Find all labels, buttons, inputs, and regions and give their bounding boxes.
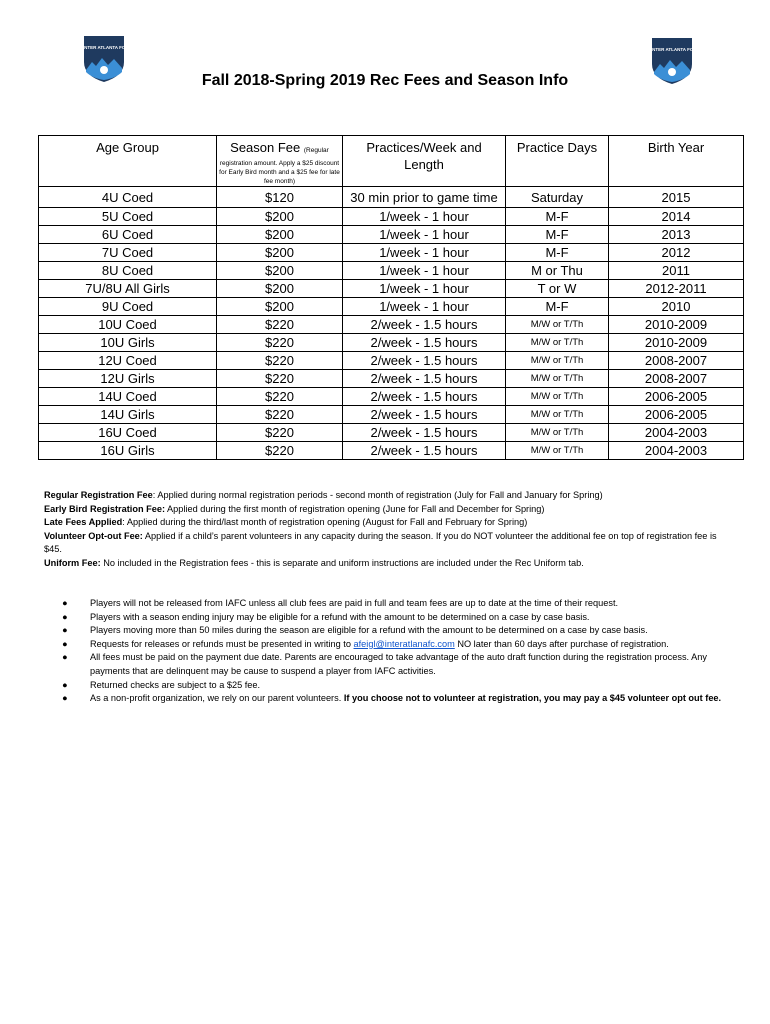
cell-season-fee: $220 (217, 388, 343, 406)
cell-practices: 2/week - 1.5 hours (343, 316, 506, 334)
bullet-icon: ● (62, 625, 68, 636)
cell-birth-year: 2012-2011 (609, 280, 744, 298)
list-item (62, 624, 722, 638)
definition-text: Applied during normal registration periods - second month of registration (July for Fall and January for Spring) (155, 490, 603, 500)
cell-practice-days: M or Thu (506, 262, 609, 280)
cell-season-fee: $200 (217, 226, 343, 244)
cell-age-group: 8U Coed (39, 262, 217, 280)
cell-practice-days: M/W or T/Th (506, 370, 609, 388)
table-row (39, 298, 744, 316)
cell-practice-days: M/W or T/Th (506, 406, 609, 424)
header-practices: Practices/Week and Length (343, 136, 506, 187)
cell-practice-days: M/W or T/Th (506, 334, 609, 352)
header-season-fee-note: registration amount. Apply a $25 discount for Early Bird month and a $25 fee for late fee month) (219, 160, 340, 185)
definition-text: Applied during the first month of registration opening (June for Fall and December for Spring) (165, 503, 545, 514)
policy-text: Returned checks are subject to a $25 fee. (90, 679, 261, 690)
policy-text: Requests for releases or refunds must be presented in writing to (90, 638, 354, 649)
list-item (62, 651, 722, 678)
table-row (39, 406, 744, 424)
cell-practice-days: M-F (506, 298, 609, 316)
cell-age-group: 16U Girls (39, 442, 217, 460)
cell-season-fee: $220 (217, 316, 343, 334)
policy-text: All fees must be paid on the payment due date. Parents are encouraged to take advantage of the auto draft function during the registration process. Any payments that are delinquent may be cause to suspend a player from IAFC activities. (90, 652, 707, 676)
cell-practice-days: Saturday (506, 187, 609, 208)
table-row (39, 370, 744, 388)
header-season-fee-label: Season Fee (230, 140, 301, 155)
cell-birth-year: 2004-2003 (609, 442, 744, 460)
definition-line (44, 530, 724, 557)
definition-term: Uniform Fee: (44, 557, 101, 568)
definition-text: Applied if a child’s parent volunteers in any capacity during the season. If you do NOT volunteer the additional fee on top of registration fee is $45. (44, 530, 717, 555)
cell-practice-days: M/W or T/Th (506, 388, 609, 406)
svg-text:INTER ATLANTA FC: INTER ATLANTA FC (650, 47, 694, 52)
table-row (39, 187, 744, 208)
cell-age-group: 14U Coed (39, 388, 217, 406)
cell-practice-days: M/W or T/Th (506, 424, 609, 442)
table-row (39, 208, 744, 226)
cell-practices: 2/week - 1.5 hours (343, 370, 506, 388)
cell-birth-year: 2008-2007 (609, 370, 744, 388)
cell-birth-year: 2006-2005 (609, 406, 744, 424)
bullet-icon: ● (62, 598, 68, 608)
list-item (62, 597, 722, 611)
list-item (62, 692, 722, 706)
cell-birth-year: 2015 (609, 187, 744, 208)
cell-birth-year: 2008-2007 (609, 352, 744, 370)
cell-age-group: 6U Coed (39, 226, 217, 244)
list-item (62, 638, 722, 652)
cell-birth-year: 2013 (609, 226, 744, 244)
table-row (39, 424, 744, 442)
cell-practice-days: T or W (506, 280, 609, 298)
bullet-icon: ● (62, 679, 68, 690)
cell-birth-year: 2011 (609, 262, 744, 280)
cell-practices: 1/week - 1 hour (343, 298, 506, 316)
table-row (39, 244, 744, 262)
definition-line (44, 489, 724, 503)
cell-season-fee: $120 (217, 187, 343, 208)
policy-text: Players with a season ending injury may be eligible for a refund with the amount to be determined on a case by case basis. (90, 611, 590, 622)
cell-practices: 1/week - 1 hour (343, 208, 506, 226)
cell-practices: 2/week - 1.5 hours (343, 424, 506, 442)
policy-text: NO later than 60 days after purchase of registration. (454, 638, 669, 649)
cell-season-fee: $220 (217, 406, 343, 424)
cell-practices: 1/week - 1 hour (343, 262, 506, 280)
cell-practice-days: M-F (506, 226, 609, 244)
definition-term: Volunteer Opt-out Fee: (44, 530, 143, 541)
cell-practice-days: M/W or T/Th (506, 352, 609, 370)
table-row (39, 316, 744, 334)
cell-season-fee: $220 (217, 424, 343, 442)
cell-age-group: 16U Coed (39, 424, 217, 442)
cell-age-group: 12U Coed (39, 352, 217, 370)
list-item (62, 679, 722, 693)
definition-text: Applied during the third/last month of registration opening (August for Fall and February for Spring) (124, 517, 528, 528)
cell-practices: 2/week - 1.5 hours (343, 352, 506, 370)
cell-age-group: 4U Coed (39, 187, 217, 208)
cell-practice-days: M/W or T/Th (506, 316, 609, 334)
cell-practice-days: M-F (506, 208, 609, 226)
cell-birth-year: 2012 (609, 244, 744, 262)
cell-season-fee: $200 (217, 244, 343, 262)
cell-age-group: 5U Coed (39, 208, 217, 226)
table-row (39, 352, 744, 370)
cell-season-fee: $200 (217, 280, 343, 298)
header-season-fee-inline-note: (Regular (303, 147, 329, 154)
cell-practice-days: M/W or T/Th (506, 442, 609, 460)
definition-term: Early Bird Registration Fee: (44, 503, 165, 514)
cell-age-group: 9U Coed (39, 298, 217, 316)
cell-birth-year: 2010-2009 (609, 334, 744, 352)
bullet-icon: ● (62, 652, 68, 663)
policy-text: Players moving more than 50 miles during the season are eligible for a refund with the amount to be determined on a case by case basis. (90, 625, 648, 636)
cell-season-fee: $200 (217, 208, 343, 226)
cell-practices: 2/week - 1.5 hours (343, 334, 506, 352)
header-season-fee (217, 136, 343, 187)
header-age-group: Age Group (39, 136, 217, 187)
policy-text: As a non-profit organization, we rely on our parent volunteers. (90, 693, 344, 704)
svg-text:INTER ATLANTA FC: INTER ATLANTA FC (82, 45, 126, 50)
definition-line (44, 557, 724, 571)
cell-birth-year: 2004-2003 (609, 424, 744, 442)
cell-practices: 2/week - 1.5 hours (343, 442, 506, 460)
cell-birth-year: 2010-2009 (609, 316, 744, 334)
email-link[interactable]: afeigl@interatlanafc.com (353, 638, 455, 649)
cell-age-group: 10U Girls (39, 334, 217, 352)
cell-season-fee: $200 (217, 298, 343, 316)
table-row (39, 334, 744, 352)
fees-table (38, 135, 744, 460)
cell-age-group: 7U Coed (39, 244, 217, 262)
bullet-icon: ● (62, 693, 68, 704)
cell-practices: 1/week - 1 hour (343, 226, 506, 244)
list-item (62, 611, 722, 625)
definition-term: Late Fees Applied (44, 517, 123, 528)
cell-practices: 2/week - 1.5 hours (343, 388, 506, 406)
cell-season-fee: $220 (217, 370, 343, 388)
cell-age-group: 10U Coed (39, 316, 217, 334)
definition-line (44, 516, 724, 530)
cell-practice-days: M-F (506, 244, 609, 262)
cell-age-group: 12U Girls (39, 370, 217, 388)
table-row (39, 262, 744, 280)
policy-text: Players will not be released from IAFC unless all club fees are paid in full and team fees are up to date at the time of their request. (90, 598, 619, 608)
cell-practices: 1/week - 1 hour (343, 244, 506, 262)
table-row (39, 388, 744, 406)
table-row (39, 442, 744, 460)
bullet-icon: ● (62, 638, 68, 649)
fee-definitions (44, 489, 724, 571)
cell-season-fee: $220 (217, 334, 343, 352)
header-practice-days: Practice Days (506, 136, 609, 187)
cell-birth-year: 2014 (609, 208, 744, 226)
cell-season-fee: $200 (217, 262, 343, 280)
table-row (39, 226, 744, 244)
definition-text: No included in the Registration fees - this is separate and uniform instructions are included under the Rec Uniform tab. (100, 557, 584, 568)
header-birth-year: Birth Year (609, 136, 744, 187)
cell-season-fee: $220 (217, 352, 343, 370)
definition-line (44, 503, 724, 517)
definition-sep: : (122, 517, 125, 528)
cell-birth-year: 2010 (609, 298, 744, 316)
cell-practices: 2/week - 1.5 hours (343, 406, 506, 424)
table-row (39, 280, 744, 298)
cell-practices: 30 min prior to game time (343, 187, 506, 208)
policy-text-bold: If you choose not to volunteer at registration, you may pay a $45 volunteer opt out fee. (343, 693, 722, 704)
definition-sep: : (152, 490, 156, 500)
policy-list (62, 597, 722, 706)
table-header-row (39, 136, 744, 187)
cell-age-group: 7U/8U All Girls (39, 280, 217, 298)
bullet-icon: ● (62, 611, 68, 622)
page-title: Fall 2018-Spring 2019 Rec Fees and Season Info (201, 72, 569, 89)
fees-table-body (39, 187, 744, 460)
cell-practices: 1/week - 1 hour (343, 280, 506, 298)
cell-age-group: 14U Girls (39, 406, 217, 424)
cell-season-fee: $220 (217, 442, 343, 460)
cell-birth-year: 2006-2005 (609, 388, 744, 406)
definition-term: Regular Registration Fee (44, 490, 153, 500)
